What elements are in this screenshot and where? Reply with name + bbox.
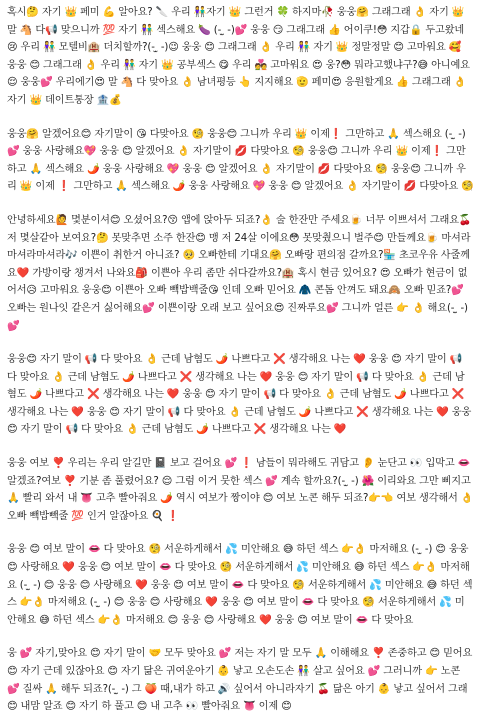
- paragraph-gap: [7, 439, 474, 455]
- paragraph-gap: [7, 110, 474, 126]
- paragraph-7: 웅 💕 자기,맞아요 😊 자기 말이 🤝 모두 맞아요 💕 저는 자기 말 모두 🙏 이해해요 ❣️ 존중하고 😊 믿어요 😊 자기 근데 있잖아요 😊 자기 닮은 귀여운아기 👶 낳고 오손도손 👫 살고 싶어요 💕 그러니까 👉 노콘 💕 질싸 🙏 해두 되죠?(- ̫ -) 그 🍑 때,내가 하고 🔊 싶어서 아니라자기 🍒 닮은 아기 👶 낳고 싶어서 그래 😊 내맘 알죠 😊 자기 하 풀고 😊 내 고추 👀 빨아줘요 👅 이제 😊: [7, 648, 473, 713]
- paragraph-6: 웅웅 😊 여보 말이 👄 다 맞아요 🧐 서운하게해서 💦 미안해요 😅 하던 섹스 👉👌 마저해요 (- ̫ -) 😊 웅웅 😊 사랑해요 ❤️ 웅웅 😊 여보 말이 👄 다 맞아요 🧐 서운하게해서 💦 미안해요 😅 하던 섹스 👉👌 마저해요 (- ̫ -) 😊 웅웅 😊 사랑해요 ❤️ 웅웅 😊 여보 말이 👄 다 맞아요 🧐 서운하게해서 💦 미안해요 😅 하던 섹스 👉👌 마저해요 (- ̫ -) 😊 웅웅 😊 사랑해요 ❤️ 웅웅 😊 여보 말이 👄 다 맞아요 🧐 서운하게해서 💦 미안해요 😅 하던 섹스 👉👌 마저해요 😊 웅웅 😊 사랑해요 ❤️ 웅웅 😊 여보 말이 👄 다 맞아요: [7, 544, 473, 626]
- paragraph-1: 혹시🤔 자기 👑 페미 💪 알아요? 🔪 우리 👫자기 👑 그런거 🍀 하지마🥀 웅웅🤗 그래그래 👌 자기 👑 말 🐴 다📢 맞으니까 💯 자기 👫 섹스해요 🍆 (- ̫ -)💕 웅웅 😏 그래그래 👍 어이쿠!😳 지갑🔒 두고왔네😢 우리 👫 모텔비🏨 더치할까?(- ̫ -)😉 웅웅 😊 그래그래 👌 우리 👫 자기 👑 정말정말 😊 고마워요 🥰 웅웅 😊 그래그래 👌 우리 👫 자기 👑 공부섹스 😋 우리 💑 고마워요 😍 웅?😳 뭐라고했냐구?😅 아니예요 😌 웅웅💕 우리에기😍 말 🐴 다 맞아요 👌 남녀평등 👆 지지해요 🫡 페미😍 응원할게요 👍 그래그래 👌 자기 👑 데이트통장 🏦💰: [7, 7, 470, 106]
- paragraph-gap: [7, 196, 474, 212]
- paragraph-2: 웅웅🤗 알겠어요😊 자기말이 😘 다맞아요 🧐 웅웅😊 그니까 우리 👑 이제❗ 그만하고 🙏 섹스해요 (- ̫ -)💕 웅웅 사랑해요💖 웅웅 😊 알겠어요 👌 자기말이 💋 다맞아요 🧐 웅웅😊 그니까 우리 👑 이제❗ 그만하고 🙏 섹스해요 🌶️ 웅웅 사랑해요 💖 웅웅 😊 알겠어요 👌 자기말이 💋 다맞아요 🧐 웅웅😊 그니까 우리 👑 이제 ❗ 그만하고 🙏 섹스해요 🌶️ 웅웅 사랑해요 💖 웅웅 😊 알겠어요 👌 자기말이 💋 다맞아요 🧐: [7, 128, 474, 193]
- paragraph-gap: [7, 525, 474, 541]
- paragraph-gap: [7, 629, 474, 645]
- paragraph-gap: [7, 335, 474, 351]
- paragraph-5: 웅웅 여보 ❣️ 우리는 우리 알길만 📓 보고 걸어요 💕 ❗ 남들이 뭐라해도 귀담고 👂 눈단고 👀 입막고 👄 알겠죠?여보 ❣️ 기분 좀 풀렸어요? 😌 그럼 이거 뭇한 섹스 💕 계속 할까요?(- ̫ -) 🌺 이리와요 그만 삐지고 🙏 빨리 와서 내 👅 고추 빨아줘요 🌶️ 역시 여보가 짱이야 😊 여보 노콘 해두 되죠?👉👈 여보 생각해서 👌 오빠 빽밥빽줄 💯 인거 알잖아요 🍳 ❗: [7, 458, 474, 522]
- paragraph-3: 안녕하세요🙋 몇분이셔😊 오셨어요?😚 앱에 앉아두 되죠?👌 술 한잔만 주세요🍺 너무 이쁘셔서 그래요🍒 저 몇살같아 보여요?🤔 못맞추면 소주 한잔😊 맹 저 24살 이에요😳 못맞췄으니 벌주😊 만들께요🍺 마셔라마셔라마셔라🎶 이쁜이 취한거 아니죠? 🥺 오빠한테 기대요🤗 오빠랑 편의점 갈까요?🏪 초코우유 사줄께요❤️ 가방이랑 챙겨서 나와요🎒 이쁜아 우리 좀만 쉬다갈까요?🏨 혹시 현금 있어요? 😍 오빠가 현금이 없어서😥 고마워요 웅웅😊 이쁜아 오빠 빽밥백줄😘 인데 오빠 믿어요 🧥 콘돔 안껴도 돼요🙈 오빠 믿죠?💕 오빠는 원나잇 같은거 싫어해요💕 이쁜이랑 오래 보고 싶어요😍 진짜루요💕 그니까 얼른 👉 👌 해요(- ̫ -)💕: [7, 214, 472, 332]
- paragraph-4: 웅웅😊 자기 말이 📢 다 맞아요 👌 근데 남혐도 🌶️ 나쁘다고 ❌ 생각해요 나는 ❤️ 웅웅 😊 자기 말이 📢 다 맞아요 👌 근데 남혐도 🌶️ 나쁘다고 ❌ 생각해요 나는 ❤️ 웅웅 😊 자기 말이 📢 다 맞아요 👌 근데 남혐도 🌶️ 나쁘다고 ❌ 생각해요 나는 ❤️ 웅웅 😊 자기 말이 📢 다 맞아요 👌 근데 남혐도 🌶️ 나쁘다고 ❌ 생각해요 나는 ❤️ 웅웅 😊 자기 말이 📢 다 맞아요 👌 근데 남혐도 🌶️ 나쁘다고 ❌ 생각해요 나는 ❤️ 웅웅 😊 자기 말이 📢 다 맞아요 👌 근데 남혐도 🌶️ 나쁘다고 ❌ 생각해요 나는 ❤️: [7, 354, 472, 436]
